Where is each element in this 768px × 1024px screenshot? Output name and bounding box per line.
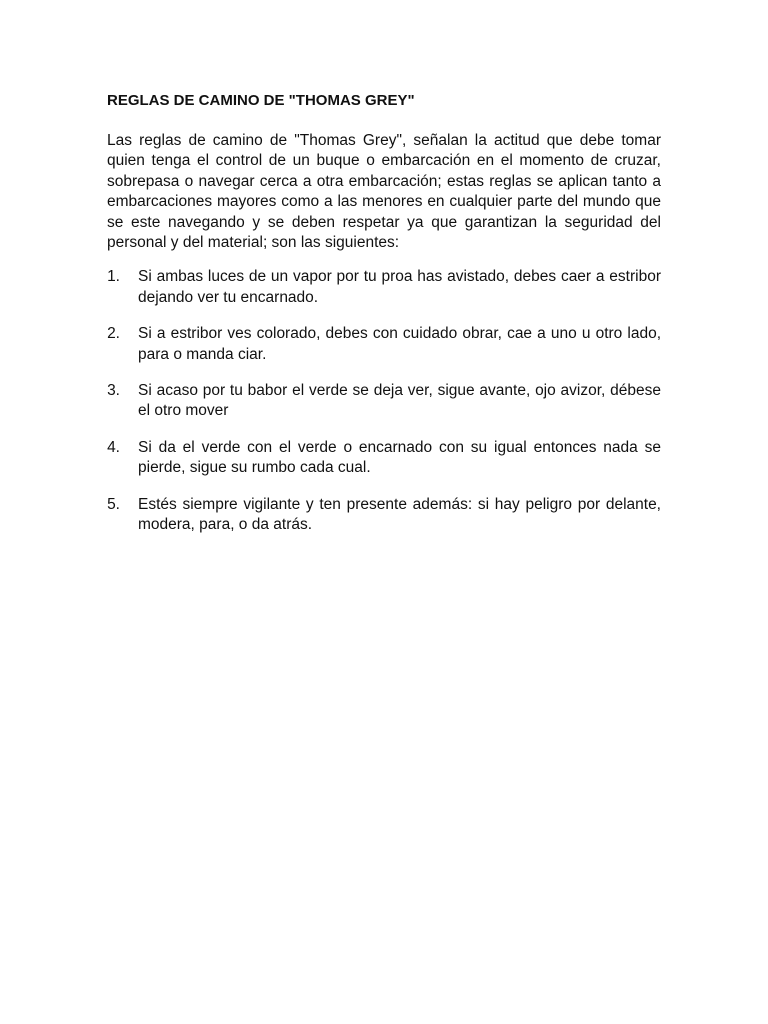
rule-text: Si ambas luces de un vapor por tu proa has avistado, debes caer a estribor dejando ver tu encarnado. [138,268,661,306]
document-page [107,91,661,552]
rule-text: Si acaso por tu babor el verde se deja ver, sigue avante, ojo avizor, débese el otro mover [138,382,661,420]
rule-number: 4. [107,438,120,456]
rule-item [107,495,661,536]
rule-number: 5. [107,495,120,513]
rule-text: Si da el verde con el verde o encarnado con su igual entonces nada se pierde, sigue su rumbo cada cual. [138,438,661,477]
rule-text: Si a estribor ves colorado, debes con cuidado obrar, cae a uno u otro lado, para o manda ciar. [138,325,661,363]
rule-item [107,267,661,308]
rules-list [107,267,661,535]
rule-item [107,381,661,422]
rule-number: 2. [107,325,120,343]
rule-number: 3. [107,382,120,400]
rule-text: Estés siempre vigilante y ten presente además: si hay peligro por delante, modera, para, o da atrás. [138,495,661,534]
rule-item [107,324,661,365]
document-title: REGLAS DE CAMINO DE "THOMAS GREY" [107,92,415,109]
rule-number: 1. [107,268,120,286]
intro-paragraph: Las reglas de camino de "Thomas Grey", señalan la actitud que debe tomar quien tenga el control de un buque o embarcación en el momento de cruzar, sobrepasa o navegar cerca a otra embarcación; estas reglas se aplican tanto a embarcaciones mayores como a las menores en cualquier parte del mundo que se este navegando y se deben respetar ya que garantizan la seguridad del personal y del material; son las siguientes: [107,132,661,252]
rule-item [107,438,661,479]
